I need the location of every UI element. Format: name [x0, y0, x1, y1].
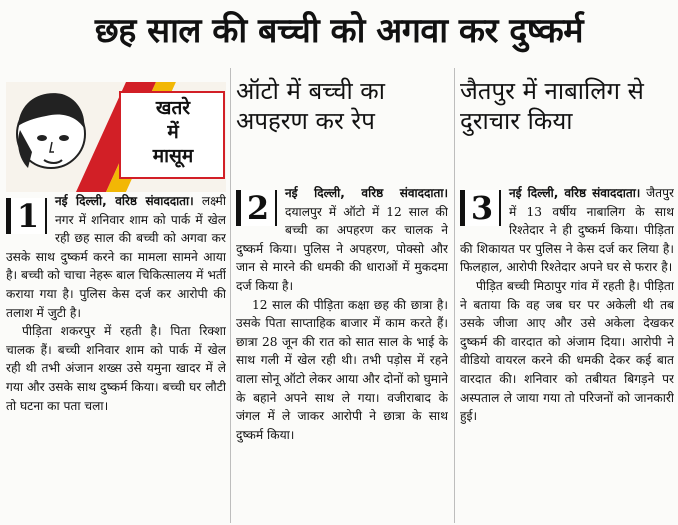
story-3-dateline: नई दिल्ली, वरिष्ठ संवाददाता। [509, 186, 641, 200]
main-headline: छह साल की बच्ची को अगवा कर दुष्कर्म [94, 11, 584, 51]
story-1-dateline: नई दिल्ली, वरिष्ठ संवाददाता। [55, 194, 194, 208]
story-3-lead: जैतपुर में 13 वर्षीय नाबालिग के साथ रिश्तेदार ने ही दुष्कर्म किया। पीड़िता की शिकायत पर पुलिस ने केस दर्ज कर लिया है। फिलहाल, आरोपी रिश्तेदार अपने घर से फरार है। [460, 186, 674, 275]
story-2-number-badge: 2 [236, 190, 277, 226]
story-2-lead: दयालपुर में ऑटो में 12 साल की बच्ची का अपहरण कर चालक ने दुष्कर्म किया। पुलिस ने अपहरण, पोक्सो और जान से मारने की धमकी की धाराओं में मुकदमा दर्ज किया है। [236, 204, 448, 293]
story-column-2 [236, 66, 448, 525]
logo-line-2: में [167, 121, 179, 143]
story-1-number-badge: 1 [6, 198, 47, 234]
story-column-1 [6, 66, 226, 525]
story-2-dateline: नई दिल्ली, वरिष्ठ संवाददाता। [285, 186, 448, 200]
logo-line-1: खतरे [155, 97, 191, 119]
story-3-text [460, 184, 674, 426]
logo-line-3: मासूम [152, 145, 194, 167]
logo-text [124, 96, 222, 168]
story-2-paragraph-2: 12 साल की पीड़िता कक्षा छह की छात्रा है। उसके पिता साप्ताहिक बाजार में काम करते हैं। छात्रा 28 जून की रात को सात साल के भाई के साथ गली में खेल रही थी। तभी पड़ोस में रहने वाला सोनू ऑटो लेकर आया और दोनों को घुमाने के बहाने अपने साथ ले गया। वजीराबाद के जंगल में ले जाकर आरोपी ने छात्रा के साथ दुष्कर्म किया। [236, 297, 448, 442]
story-1-text [6, 192, 226, 415]
story-column-3 [460, 66, 674, 525]
khatre-me-masoom-logo [6, 82, 226, 192]
column-divider [454, 68, 455, 523]
column-divider [230, 68, 231, 523]
story-2-text [236, 184, 448, 444]
story-3-paragraph-2: पीड़ित बच्ची मिठापुर गांव में रहती है। पीड़िता ने बताया कि वह जब घर पर अकेली थी तब उसके जीजा आए और उसे अकेला देखकर दुष्कर्म की वारदात को अंजाम दिया। आरोपी ने वीडियो वायरल करने की धमकी देकर कई बात वारदात की। शनिवार को तबीयत बिगड़ने पर अस्पताल ले जाया गया तो परिजनों को जानकारी हुई। [460, 278, 674, 424]
story-3-number-badge: 3 [460, 190, 501, 226]
story-2-title: ऑटो में बच्ची का अपहरण कर रेप [236, 77, 385, 135]
story-1-lead: लक्ष्मी नगर में शनिवार शाम को पार्क में खेल रही छह साल की बच्ची को अगवा कर उसके साथ दुष्कर्म करने का मामला सामने आया है। बच्ची को चाचा नेहरू बाल चिकित्सालय में भर्ती कराया गया है। पुलिस केस दर्ज कर आरोपी की तलाश में जुटी है। [6, 194, 226, 320]
story-1-paragraph-2: पीड़िता शकरपुर में रहती है। पिता रिक्शा चालक हैं। बच्ची शनिवार शाम को पार्क में खेल रही थी तभी अंजान शख्स उसे यमुना खादर में ले गया और उसके साथ दुष्कर्म किया। बच्ची घर लौटी तो घटना का पता चला। [6, 324, 226, 413]
story-3-title: जैतपुर में नाबालिग से दुराचार किया [460, 77, 644, 135]
